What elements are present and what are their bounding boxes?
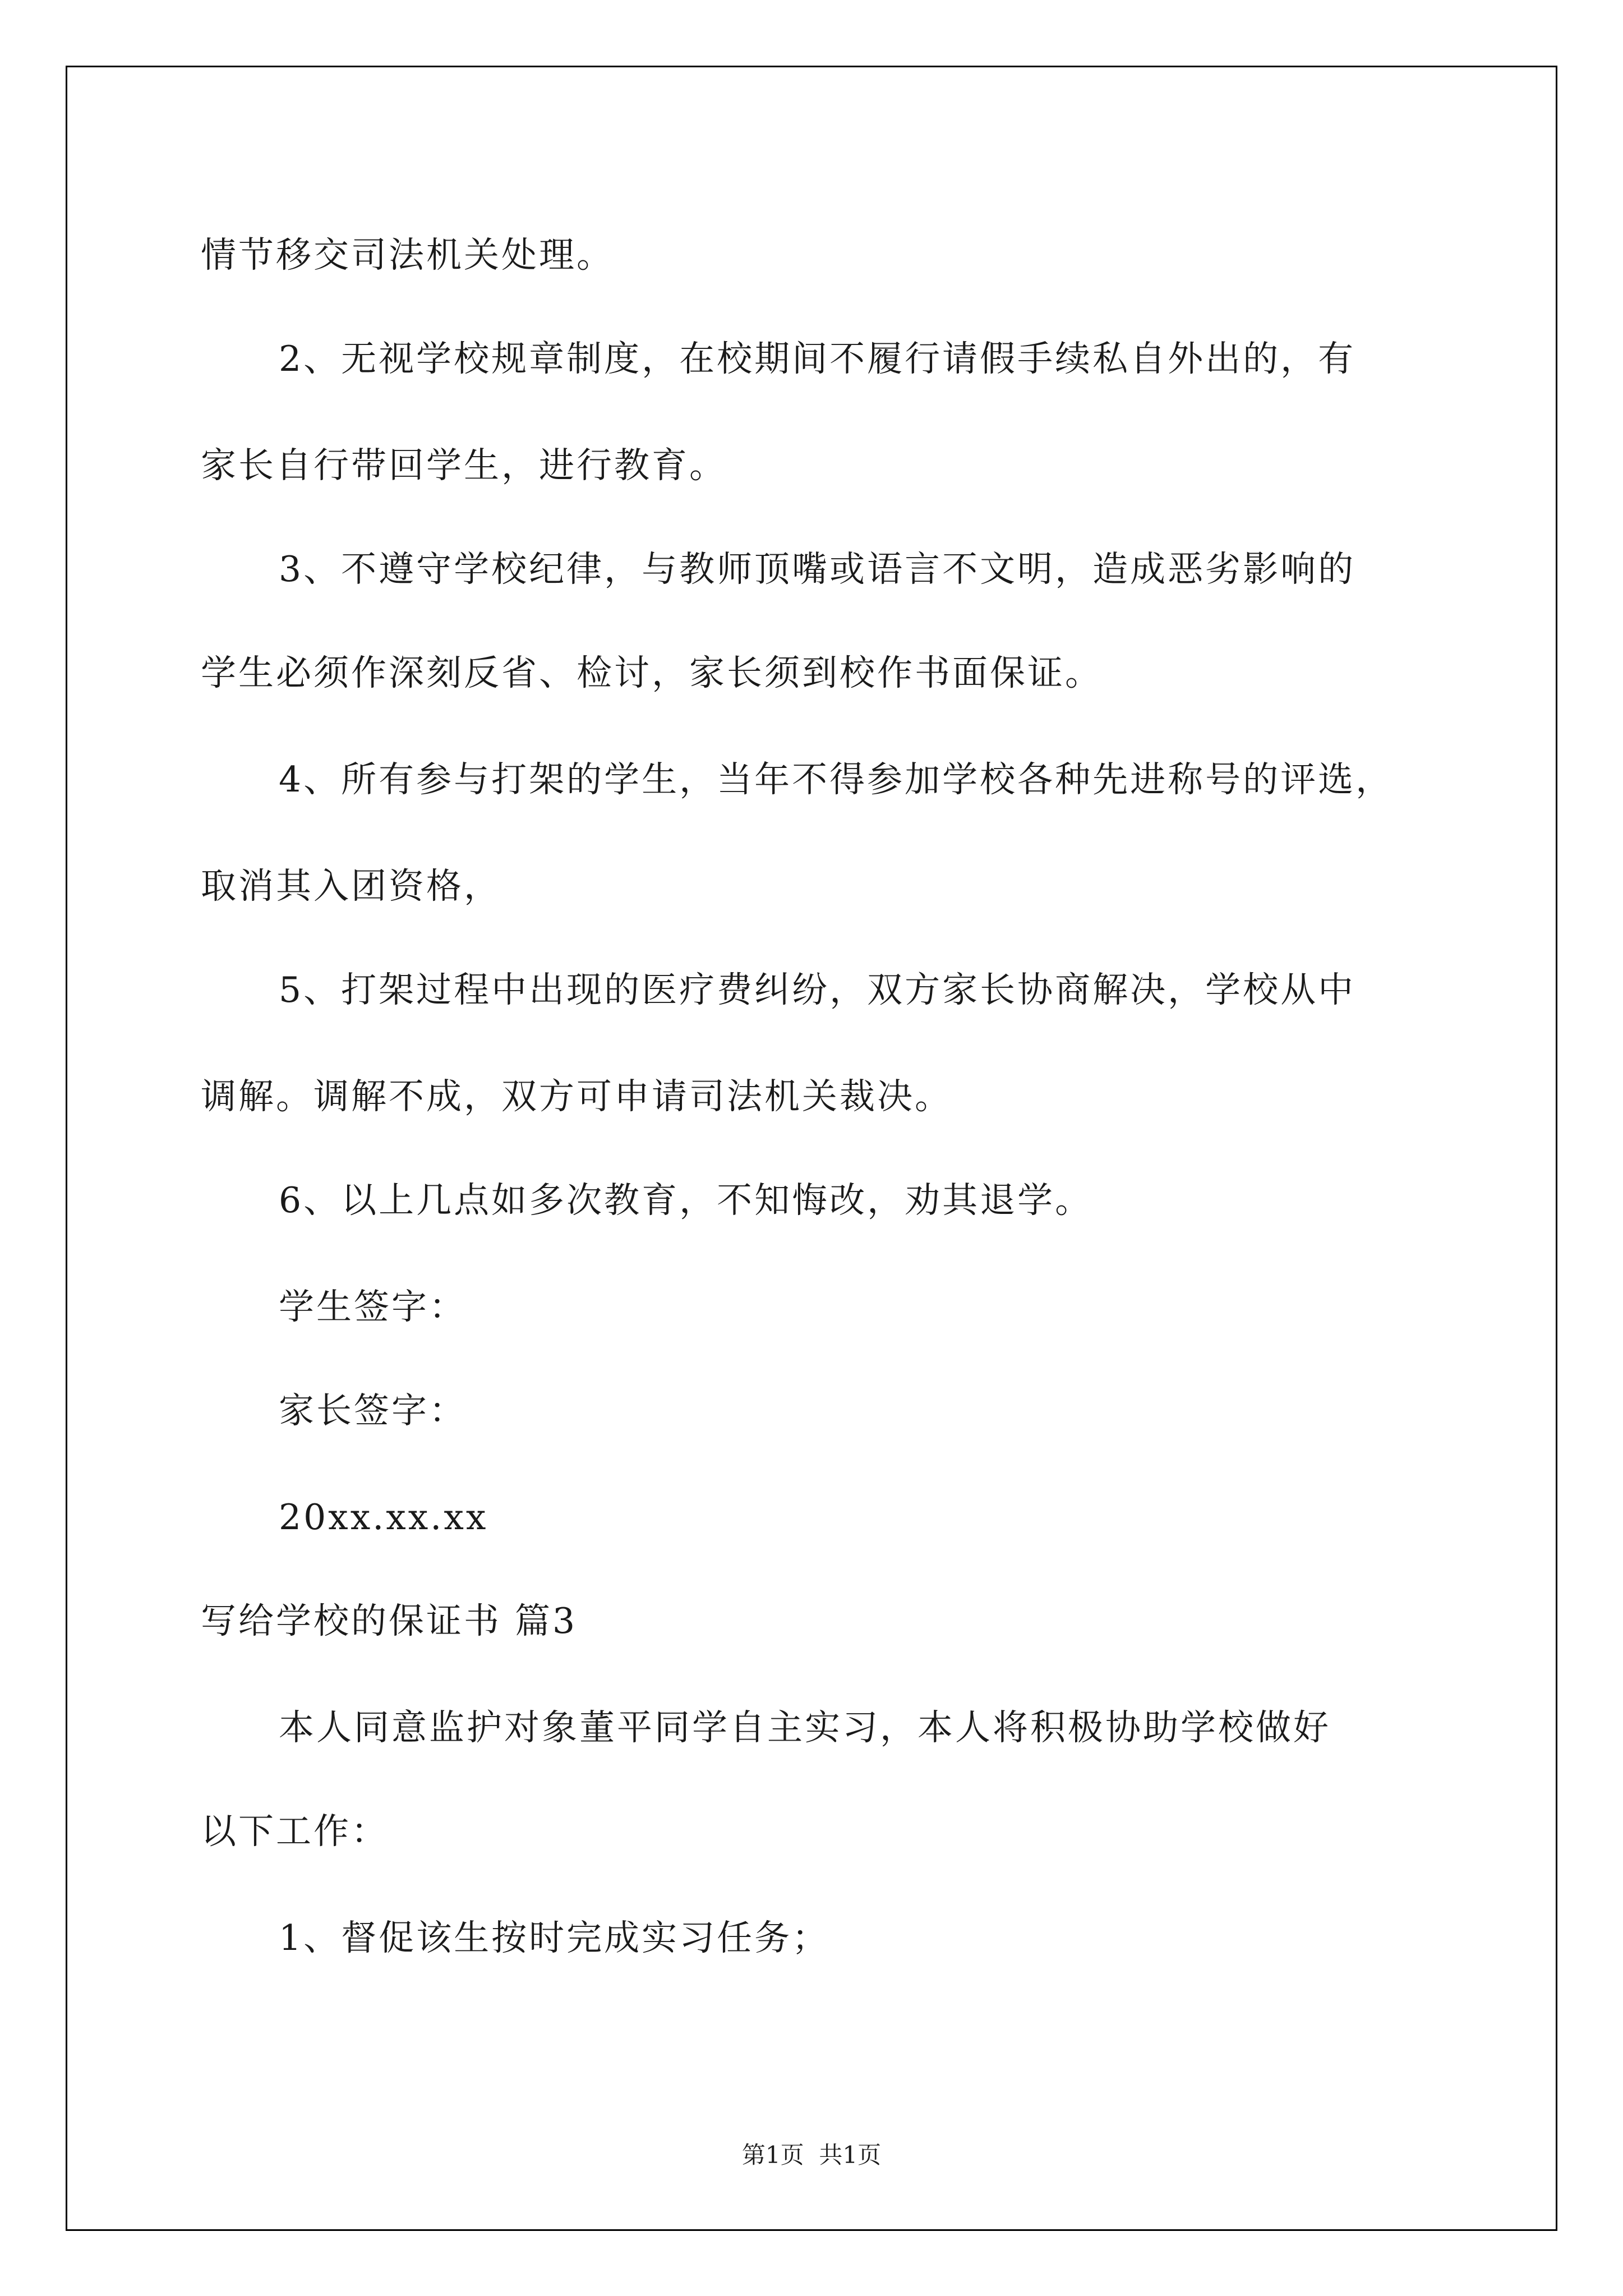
clause-4-line-1: 4、所有参与打架的学生，当年不得参加学校各种先进称号的评选， bbox=[279, 759, 1394, 800]
page-number-footer: 第1页 共1页 bbox=[741, 2141, 882, 2169]
section-heading: 写给学校的保证书 篇3 bbox=[201, 1600, 578, 1641]
section3-intro-line-1: 本人同意监护对象董平同学自主实习，本人将积极协助学校做好 bbox=[279, 1707, 1331, 1748]
date-line: 20xx.xx.xx bbox=[279, 1497, 488, 1538]
page-frame bbox=[66, 66, 1557, 2231]
body-line-1: 情节移交司法机关处理。 bbox=[201, 234, 614, 275]
section3-intro-line-2: 以下工作： bbox=[201, 1811, 389, 1852]
clause-4-line-2: 取消其入团资格， bbox=[201, 866, 501, 907]
clause-2-line-2: 家长自行带回学生，进行教育。 bbox=[201, 445, 727, 486]
clause-2-line-1: 2、无视学校规章制度，在校期间不履行请假手续私自外出的，有 bbox=[279, 338, 1356, 379]
section3-item-1: 1、督促该生按时完成实习任务； bbox=[279, 1917, 830, 1958]
parent-signature-label: 家长签字： bbox=[279, 1390, 467, 1431]
clause-6-line: 6、以上几点如多次教育，不知悔改，劝其退学。 bbox=[279, 1180, 1093, 1221]
clause-5-line-1: 5、打架过程中出现的医疗费纠纷，双方家长协商解决，学校从中 bbox=[279, 969, 1356, 1010]
clause-3-line-1: 3、不遵守学校纪律，与教师顶嘴或语言不文明，造成恶劣影响的 bbox=[279, 549, 1356, 590]
clause-3-line-2: 学生必须作深刻反省、检讨，家长须到校作书面保证。 bbox=[201, 652, 1103, 693]
clause-5-line-2: 调解。调解不成，双方可申请司法机关裁决。 bbox=[201, 1076, 952, 1117]
student-signature-label: 学生签字： bbox=[279, 1286, 467, 1327]
